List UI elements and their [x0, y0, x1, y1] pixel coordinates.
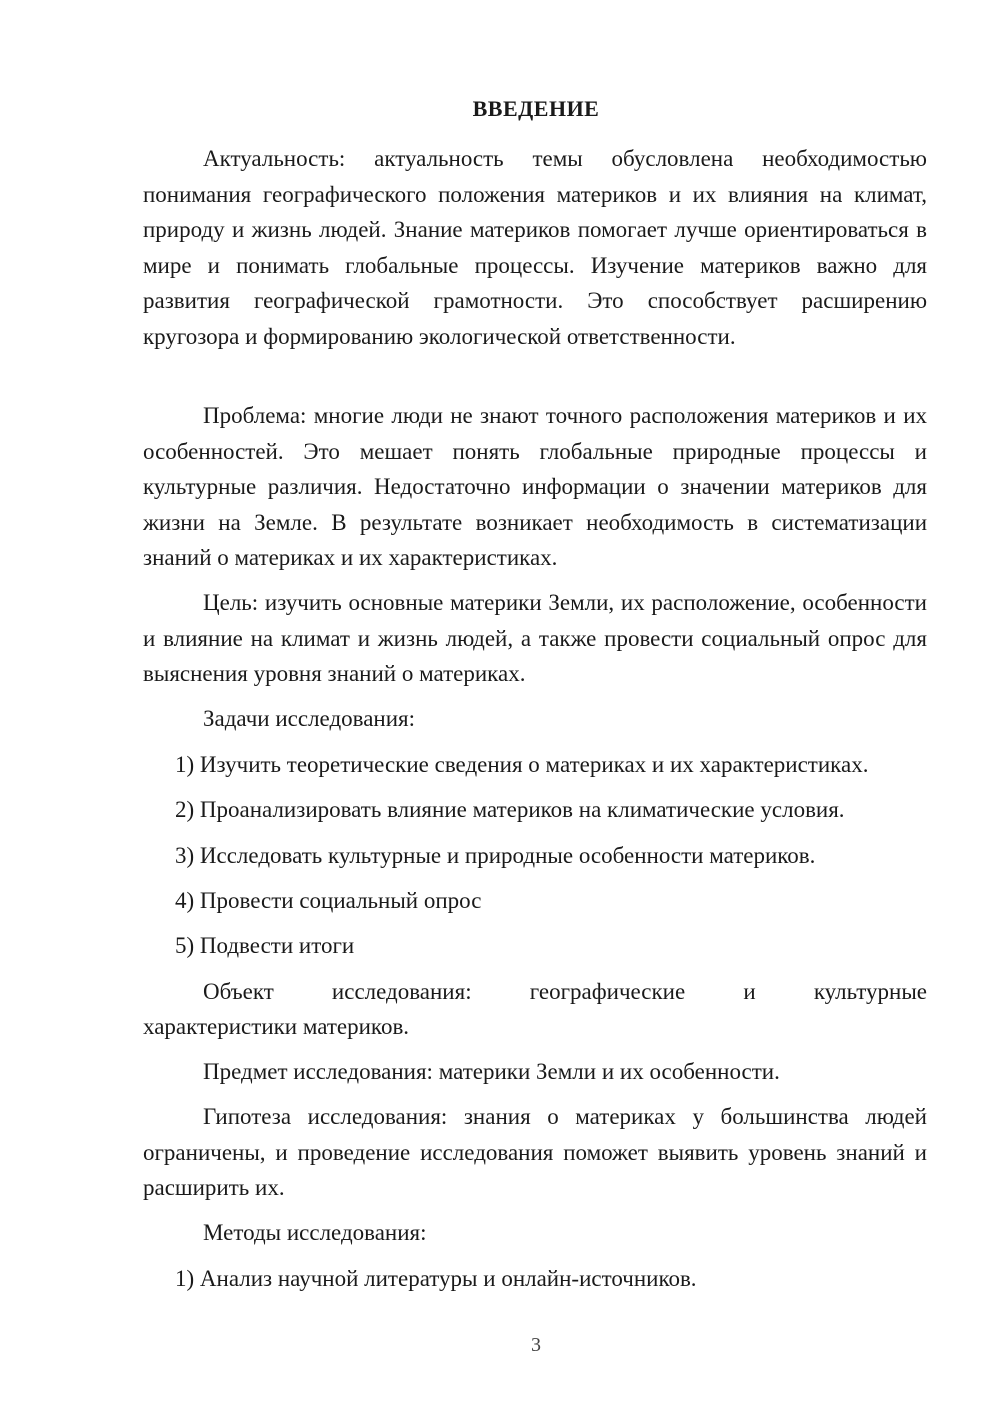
problem-paragraph: Проблема: многие люди не знают точного расположения материков и их особенностей. Это мешает понять глобальные природные процессы и культурные различия. Недостаточно информации о значении материков для жизни на Земле. В результате возникает необходимость в систематизации знаний о материках и их характеристиках. — [143, 403, 927, 570]
goal-paragraph: Цель: изучить основные материки Земли, их расположение, особенности и влияние на климат и жизнь людей, а также провести социальный опрос для выяснения уровня знаний о материках. — [143, 590, 927, 686]
task-item: 3) Исследовать культурные и природные особенности материков. — [175, 843, 816, 868]
object-continuation: характеристики материков. — [143, 1014, 410, 1039]
object-word: культурные — [813, 979, 927, 1004]
task-item: 2) Проанализировать влияние материков на климатические условия. — [175, 797, 845, 822]
task-item: 5) Подвести итоги — [175, 933, 355, 958]
section-title: ВВЕДЕНИЕ — [472, 96, 600, 121]
subject-paragraph: Предмет исследования: материки Земли и их особенности. — [203, 1059, 780, 1084]
object-word: исследования: — [331, 979, 472, 1004]
page-number: 3 — [531, 1334, 541, 1356]
object-line — [203, 974, 927, 1010]
task-item: 1) Изучить теоретические сведения о материках и их характеристиках. — [175, 752, 869, 777]
object-word: географические — [529, 979, 686, 1004]
relevance-paragraph: Актуальность: актуальность темы обусловлена необходимостью понимания географического положения материков и их влияния на климат, природу и жизнь людей. Знание материков помогает лучше ориентироваться в мире и понимать глобальные процессы. Изучение материков важно для развития географической грамотности. Это способствует расширению кругозора и формированию экологической ответственности. — [143, 146, 927, 349]
object-word: Объект — [203, 979, 274, 1004]
method-item: 1) Анализ научной литературы и онлайн-источников. — [175, 1266, 697, 1291]
methods-heading: Методы исследования: — [203, 1220, 427, 1245]
task-item: 4) Провести социальный опрос — [175, 888, 482, 913]
hypothesis-paragraph: Гипотеза исследования: знания о материках у большинства людей ограничены, и проведение исследования поможет выявить уровень знаний и расширить их. — [143, 1104, 927, 1200]
object-word: и — [743, 979, 756, 1004]
tasks-heading: Задачи исследования: — [203, 706, 416, 731]
